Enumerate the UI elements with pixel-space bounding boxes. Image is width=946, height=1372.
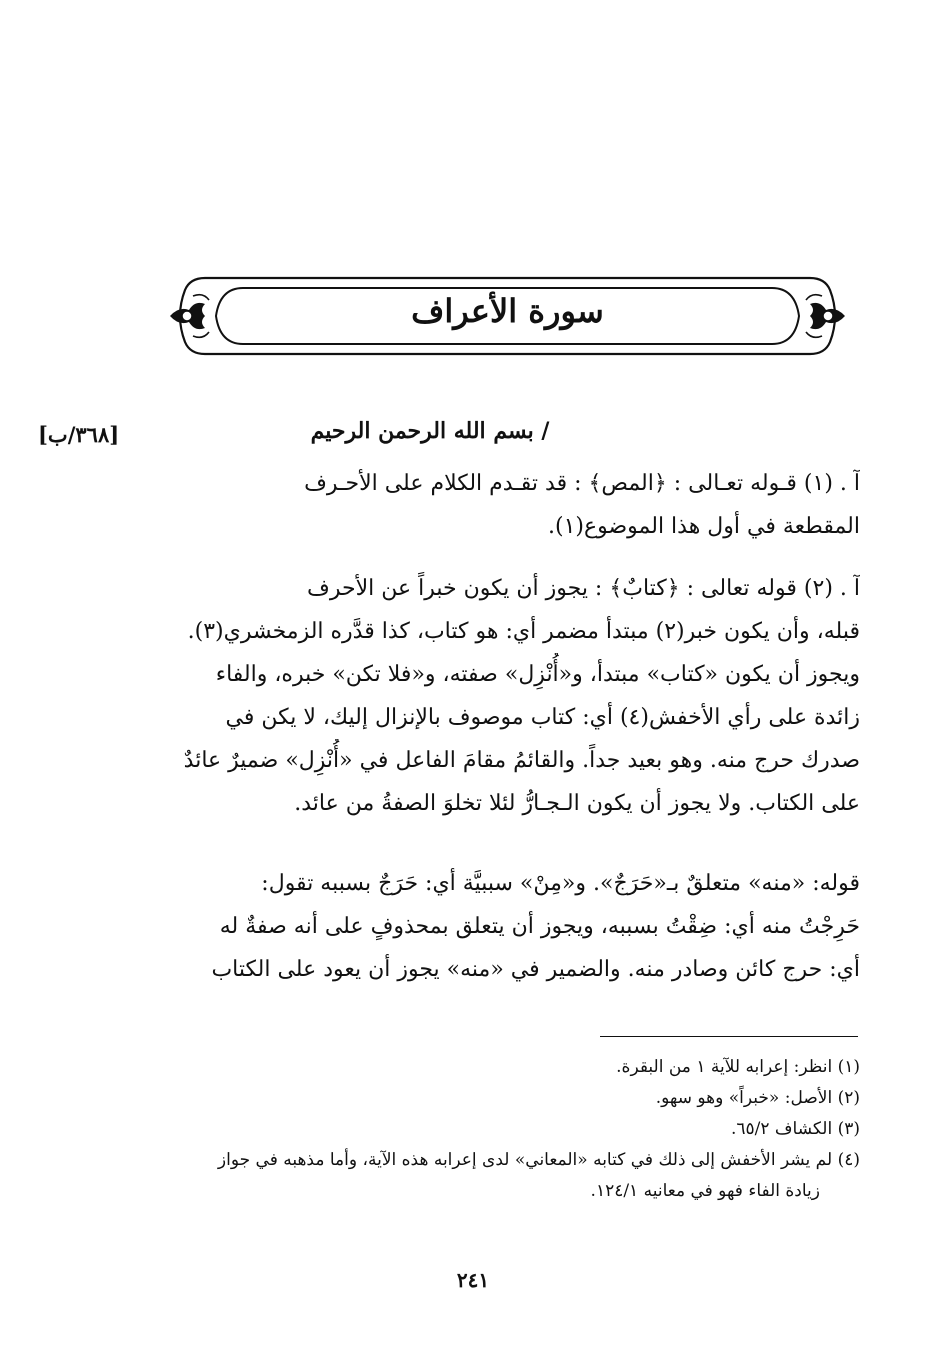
text-line: قوله: «منه» متعلقٌ بـ«حَرَجٌ». و«مِنْ» سببيَّة أي: حَرَجٌ بسببه تقول: [261,871,860,896]
text-line: صدرك حرج منه. وهو بعيد جداً. والقائمُ مقامَ الفاعل في «أُنْزِل» ضميرٌ عائدٌ [183,748,860,773]
text-line: ويجوز أن يكون «كتاب» مبتدأ، و«أُنْزِل» صفته، و«فلا تكن» خبره، والفاء [215,662,860,687]
basmala: / بسم الله الرحمن الرحيم [310,418,550,444]
text-line: زائدة على رأي الأخفش(٤) أي: كتاب موصوف بالإنزال إليك، لا يكن في [225,705,860,730]
footnotes [140,1052,860,1207]
paragraph-2 [160,567,860,825]
paragraph-1 [160,462,860,548]
footnote-separator [600,1036,858,1037]
footnote: (٣) الكشاف ٦٥/٢. [730,1119,860,1139]
footnote-continuation: زيادة الفاء فهو في معانيه ١٢٤/١. [590,1181,820,1201]
text-line: أي: حرج كائن وصادر منه. والضمير في «منه» يجوز أن يعود على الكتاب [211,957,860,982]
page-number: ٢٤١ [456,1268,490,1292]
text-line: حَرِجْتُ منه أي: ضِقْتُ بسببه، ويجوز أن يتعلق بمحذوفٍ على أنه صفةٌ له [219,914,860,939]
footnote: (٢) الأصل: «خبراً» وهو سهو. [655,1088,860,1108]
paragraph-3 [160,862,860,991]
footnote: (٤) لم يشر الأخفش إلى ذلك في كتابه «المعاني» لدى إعرابه هذه الآية، وأما مذهبه في جواز [217,1150,860,1170]
surah-title-frame [165,270,850,362]
text-line: آ . (٢) قوله تعالى : ﴿كتابٌ﴾ : يجوز أن يكون خبراً عن الأحرف [307,576,860,601]
surah-title: سورة الأعراف [411,292,604,330]
text-line: قبله، وأن يكون خبر(٢) مبتدأ مضمر أي: هو كتاب، كذا قدَّره الزمخشري(٣). [187,619,860,644]
footnote: (١) انظر: إعرابه للآية ١ من البقرة. [616,1057,860,1077]
text-line: على الكتاب. ولا يجوز أن يكون الـجـارُّ لئلا تخلوَ الصفةُ من عائد. [294,791,860,816]
text-line: المقطعة في أول هذا الموضوع(١). [548,514,860,539]
folio-reference: [٣٦٨/ب] [38,422,120,447]
text-line: آ . (١) قـوله تعـالى : ﴿المص﴾ : قد تقـدم الكلام على الأحـرف [304,471,860,496]
